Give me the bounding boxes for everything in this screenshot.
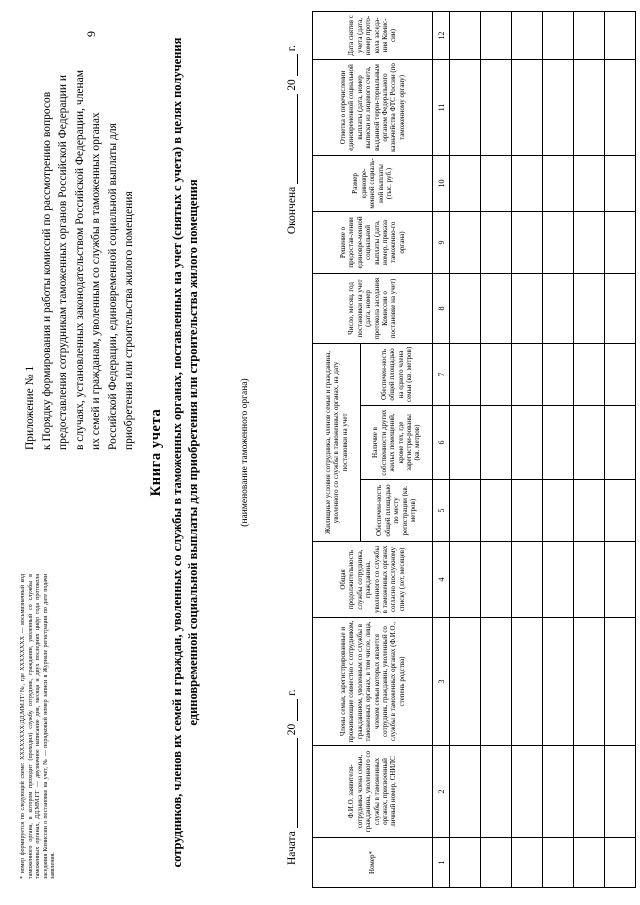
data-cell [543, 838, 574, 888]
appendix-line: к Порядку формирования и работы комиссий по рассмотрению вопросов [40, 91, 53, 450]
data-cell [543, 273, 574, 343]
data-cell [543, 155, 574, 211]
appendix-line: их семей и гражданам, уволенным со службы в таможенных органах [90, 112, 102, 450]
data-cell [450, 11, 481, 59]
data-cell [450, 838, 481, 888]
end-date-line [286, 45, 298, 234]
data-cell [450, 59, 481, 155]
data-cell [450, 343, 481, 405]
empty-register-row [543, 11, 574, 887]
data-cell [543, 618, 574, 746]
data-cell [481, 618, 512, 746]
col-num-cell: 8 [433, 273, 450, 343]
appendix-line: приобретения или строительства жилого помещения [123, 191, 135, 450]
col-num-cell: 5 [433, 480, 450, 542]
doc-subtitle: сотрудников, членов их семей и граждан, уволенных со службы в таможенных органах, поставленных на учет (снятых с учета) в целях получения единовременной социальной выплаты для приобретения или строительства жилого помещения [170, 37, 200, 868]
title-block [148, 0, 201, 905]
data-cell [481, 838, 512, 888]
data-cell [605, 273, 636, 343]
data-cell [512, 11, 543, 59]
org-name-caption: (наименование таможенного органа) [240, 378, 250, 527]
col-header-other-housing: Наличие в собственности других жилых помещений, кроме тех, где зарегистри-рованы (кв. метров) [361, 406, 433, 480]
group-header-housing: Жилищные условия сотрудника, членов семьи и гражданина, уволенного со службы в таможенных органах, на дату постановки на учет [313, 343, 361, 541]
dates-row [286, 45, 298, 865]
appendix-line: предоставления сотрудникам таможенных органов Российской Федерации и [57, 74, 69, 450]
col-num-cell: 11 [433, 59, 450, 155]
data-cell [512, 618, 543, 746]
data-cell [605, 59, 636, 155]
data-cell [574, 211, 605, 273]
col-header-transfer-mark: Отметка о перечислении единовременной социальной выплаты (дата, номер выписки из лицевого счета, выданной терри-ториальным органом Федерального казначейства ФТС России (по таможенному органу) [313, 59, 433, 155]
data-cell [605, 406, 636, 480]
page-number: 9 [84, 31, 98, 37]
data-cell [512, 406, 543, 480]
data-cell [481, 273, 512, 343]
data-cell [512, 155, 543, 211]
data-cell [450, 542, 481, 618]
data-cell [512, 273, 543, 343]
empty-register-row [605, 11, 636, 887]
data-cell [574, 618, 605, 746]
start-date-blank [287, 738, 298, 828]
data-cell [450, 480, 481, 542]
end-date-label: Окончена [286, 186, 298, 235]
col-num-cell: 2 [433, 746, 450, 838]
doc-title: Книга учета [148, 408, 164, 497]
data-cell [543, 59, 574, 155]
data-cell [512, 480, 543, 542]
data-cell [512, 59, 543, 155]
empty-register-row [481, 11, 512, 887]
col-header-fio: Ф.И.О. заявителя-сотрудника члена семьи, гражданина, уволенного со службы в таможенных органах, присвоенный личный номер, СНИЛС [313, 746, 433, 838]
data-cell [450, 618, 481, 746]
data-cell [543, 406, 574, 480]
data-cell [450, 746, 481, 838]
col-num-cell: 12 [433, 11, 450, 59]
data-cell [543, 542, 574, 618]
data-cell [543, 343, 574, 405]
start-year-prefix: 20 [286, 723, 298, 736]
appendix-line: Приложение № 1 [24, 365, 36, 450]
data-cell [481, 542, 512, 618]
data-cell [605, 542, 636, 618]
col-num-cell: 6 [433, 406, 450, 480]
data-cell [450, 273, 481, 343]
data-cell [574, 343, 605, 405]
data-cell [481, 343, 512, 405]
col-num-cell: 1 [433, 838, 450, 888]
end-date-blank [287, 94, 298, 184]
data-cell [512, 838, 543, 888]
column-numbers-row [433, 11, 450, 887]
end-year-suffix: г. [286, 45, 298, 52]
data-cell [574, 11, 605, 59]
data-cell [543, 211, 574, 273]
data-cell [574, 480, 605, 542]
data-cell [450, 406, 481, 480]
end-year-prefix: 20 [286, 79, 298, 91]
data-cell [543, 480, 574, 542]
col-header-decision: Решение о предостав-лении единовре-менной социальной выплаты (дата, номер, приказа таможенно-го органа) [313, 211, 433, 273]
data-cell [512, 211, 543, 273]
start-year-blank [287, 699, 298, 721]
data-cell [481, 211, 512, 273]
col-header-area-per-member: Обеспечен-ность общей площадью на одного члена семьи (кв. метров) [361, 343, 433, 405]
col-header-number: Номер* [313, 838, 433, 888]
data-cell [574, 273, 605, 343]
col-num-cell: 3 [433, 618, 450, 746]
col-num-cell: 9 [433, 211, 450, 273]
data-cell [543, 11, 574, 59]
data-cell [574, 542, 605, 618]
appendix-line: в случаях, установленных законодательством Российской Федерации, членам [73, 69, 86, 450]
end-year-blank [287, 54, 298, 76]
data-cell [450, 211, 481, 273]
data-cell [605, 211, 636, 273]
data-cell [481, 11, 512, 59]
data-cell [481, 746, 512, 838]
start-date-line [286, 689, 298, 865]
data-cell [543, 746, 574, 838]
data-cell [574, 155, 605, 211]
data-cell [605, 746, 636, 838]
col-header-family: Члены семьи, зарегистрированные и проживающие совместно с сотрудником, гражданином, уволенным со службы в таможенных органах, в том числе, лица, членом семьи которых является сотрудник, гражданин, уволенный со службы в таможенных органах (Ф.И.О., степень родства) [313, 618, 433, 746]
col-header-removal-date: Дата снятия с учета (дата, номер прото-кола заседа-ния Комис-сии) [313, 11, 433, 59]
data-cell [481, 480, 512, 542]
start-year-suffix: г. [286, 689, 298, 696]
start-date-label: Начата [286, 831, 298, 865]
data-cell [605, 618, 636, 746]
data-cell [512, 542, 543, 618]
col-header-registration: Число, месяц, год постановки на учет (дата, номер протокола заседания Комиссии о постановке на учет) [313, 273, 433, 343]
col-header-area-registration: Обеспечен-ность общей площадью по месту регистрации (кв. метров) [361, 480, 433, 542]
empty-register-row [450, 11, 481, 887]
data-cell [481, 155, 512, 211]
data-cell [605, 343, 636, 405]
col-num-cell: 10 [433, 155, 450, 211]
data-cell [605, 11, 636, 59]
col-header-payment-size: Размер единовре-менной социаль-ной выплаты (тыс. руб.) [313, 155, 433, 211]
register-table [312, 11, 636, 888]
data-cell [605, 838, 636, 888]
data-cell [605, 480, 636, 542]
data-cell [481, 406, 512, 480]
col-header-service-length: Общая продолжительность службы сотрудника, гражданина, уволенного со службы в таможенных органах согласно послужному списку (лет, месяцев) [313, 542, 433, 618]
footnote: * номер формируется по следующей схеме: XXXXXXXX/ДД.ММ.ГГ/№, где XXXXXXXX — восьмизначный код таможенного органа, в котором проходит (проходил) службу сотрудник, гражданин, уволенный со службы в таможенных органах, ДД.ММ.ГГ — двузначное написание дня, месяца и двух последних цифр года протокола заседания Комиссии о постановке на учет, № — порядковый номер записи в Журнале регистрации по дате подачи заявления. [20, 574, 57, 879]
data-cell [574, 838, 605, 888]
col-num-cell: 7 [433, 343, 450, 405]
data-cell [574, 406, 605, 480]
data-cell [512, 746, 543, 838]
empty-register-row [512, 11, 543, 887]
appendix-line: Российской Федерации, единовременной социальной выплаты для [106, 123, 119, 450]
data-cell [512, 343, 543, 405]
data-cell [574, 59, 605, 155]
empty-register-row [574, 11, 605, 887]
data-cell [450, 155, 481, 211]
data-cell [605, 155, 636, 211]
data-cell [481, 59, 512, 155]
data-cell [574, 746, 605, 838]
col-num-cell: 4 [433, 542, 450, 618]
appendix-header [22, 28, 138, 450]
